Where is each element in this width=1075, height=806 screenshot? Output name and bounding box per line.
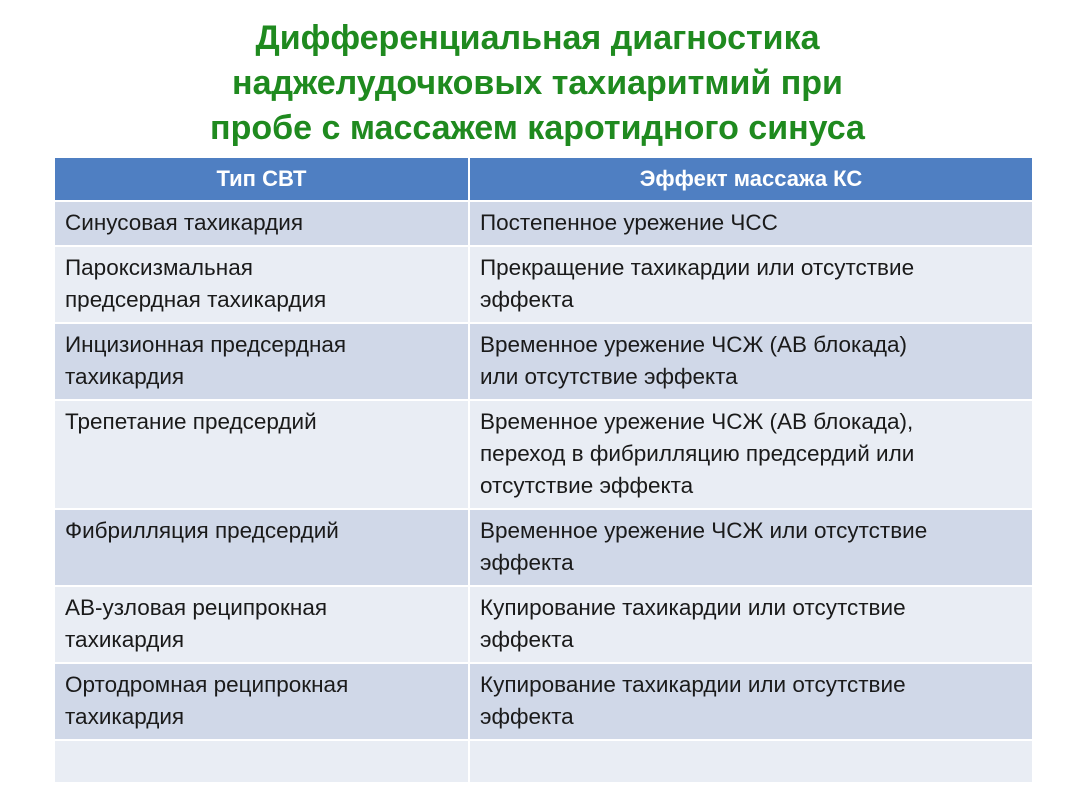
table-row (55, 400, 1032, 509)
header-svt-type: Тип СВТ (55, 158, 469, 201)
cell-line: Временное урежение ЧСЖ (АВ блокада), (480, 409, 914, 434)
table-row (55, 201, 1032, 246)
header-massage-effect: Эффект массажа КС (469, 158, 1032, 201)
title-line-2: наджелудочковых тахиаритмий при (232, 64, 843, 102)
cell-svt-type (55, 323, 469, 400)
cell-svt-type (55, 663, 469, 740)
cell-line: переход в фибрилляцию предсердий или (480, 441, 915, 466)
cell-line: предсердная тахикардия (65, 287, 327, 312)
empty-cell (469, 740, 1032, 783)
cell-line: АВ-узловая реципрокная (65, 595, 328, 620)
cell-massage-effect (469, 201, 1032, 246)
cell-line: Фибрилляция предсердий (65, 518, 339, 543)
cell-svt-type (55, 246, 469, 323)
table-body (55, 201, 1032, 783)
cell-svt-type (55, 201, 469, 246)
table-row (55, 509, 1032, 586)
cell-massage-effect (469, 586, 1032, 663)
table-row (55, 586, 1032, 663)
table-row-empty (55, 740, 1032, 783)
cell-line: Синусовая тахикардия (65, 210, 304, 235)
title-line-1: Дифференциальная диагностика (255, 19, 820, 57)
cell-svt-type (55, 586, 469, 663)
cell-svt-type (55, 509, 469, 586)
cell-line: или отсутствие эффекта (480, 364, 738, 389)
cell-massage-effect (469, 246, 1032, 323)
table-row (55, 323, 1032, 400)
cell-line: Постепенное урежение ЧСС (480, 210, 778, 235)
table-row (55, 246, 1032, 323)
cell-line: Ортодромная реципрокная (65, 672, 349, 697)
table-header-row (55, 158, 1032, 201)
cell-line: эффекта (480, 287, 574, 312)
cell-line: эффекта (480, 627, 574, 652)
cell-line: тахикардия (65, 704, 185, 729)
cell-svt-type (55, 400, 469, 509)
cell-massage-effect (469, 323, 1032, 400)
cell-massage-effect (469, 509, 1032, 586)
cell-line: тахикардия (65, 364, 185, 389)
cell-massage-effect (469, 663, 1032, 740)
slide-title (40, 16, 1035, 151)
cell-line: эффекта (480, 550, 574, 575)
cell-massage-effect (469, 400, 1032, 509)
cell-line: Купирование тахикардии или отсутствие (480, 672, 906, 697)
title-line-3: пробе с массажем каротидного синуса (210, 109, 865, 147)
cell-line: Прекращение тахикардии или отсутствие (480, 255, 915, 280)
table-row (55, 663, 1032, 740)
cell-line: Купирование тахикардии или отсутствие (480, 595, 906, 620)
comparison-table (55, 158, 1032, 784)
cell-line: отсутствие эффекта (480, 473, 694, 498)
cell-line: Пароксизмальная (65, 255, 253, 280)
cell-line: тахикардия (65, 627, 185, 652)
cell-line: эффекта (480, 704, 574, 729)
cell-line: Трепетание предсердий (65, 409, 317, 434)
cell-line: Временное урежение ЧСЖ (АВ блокада) (480, 332, 908, 357)
empty-cell (55, 740, 469, 783)
cell-line: Инцизионная предсердная (65, 332, 347, 357)
cell-line: Временное урежение ЧСЖ или отсутствие (480, 518, 928, 543)
